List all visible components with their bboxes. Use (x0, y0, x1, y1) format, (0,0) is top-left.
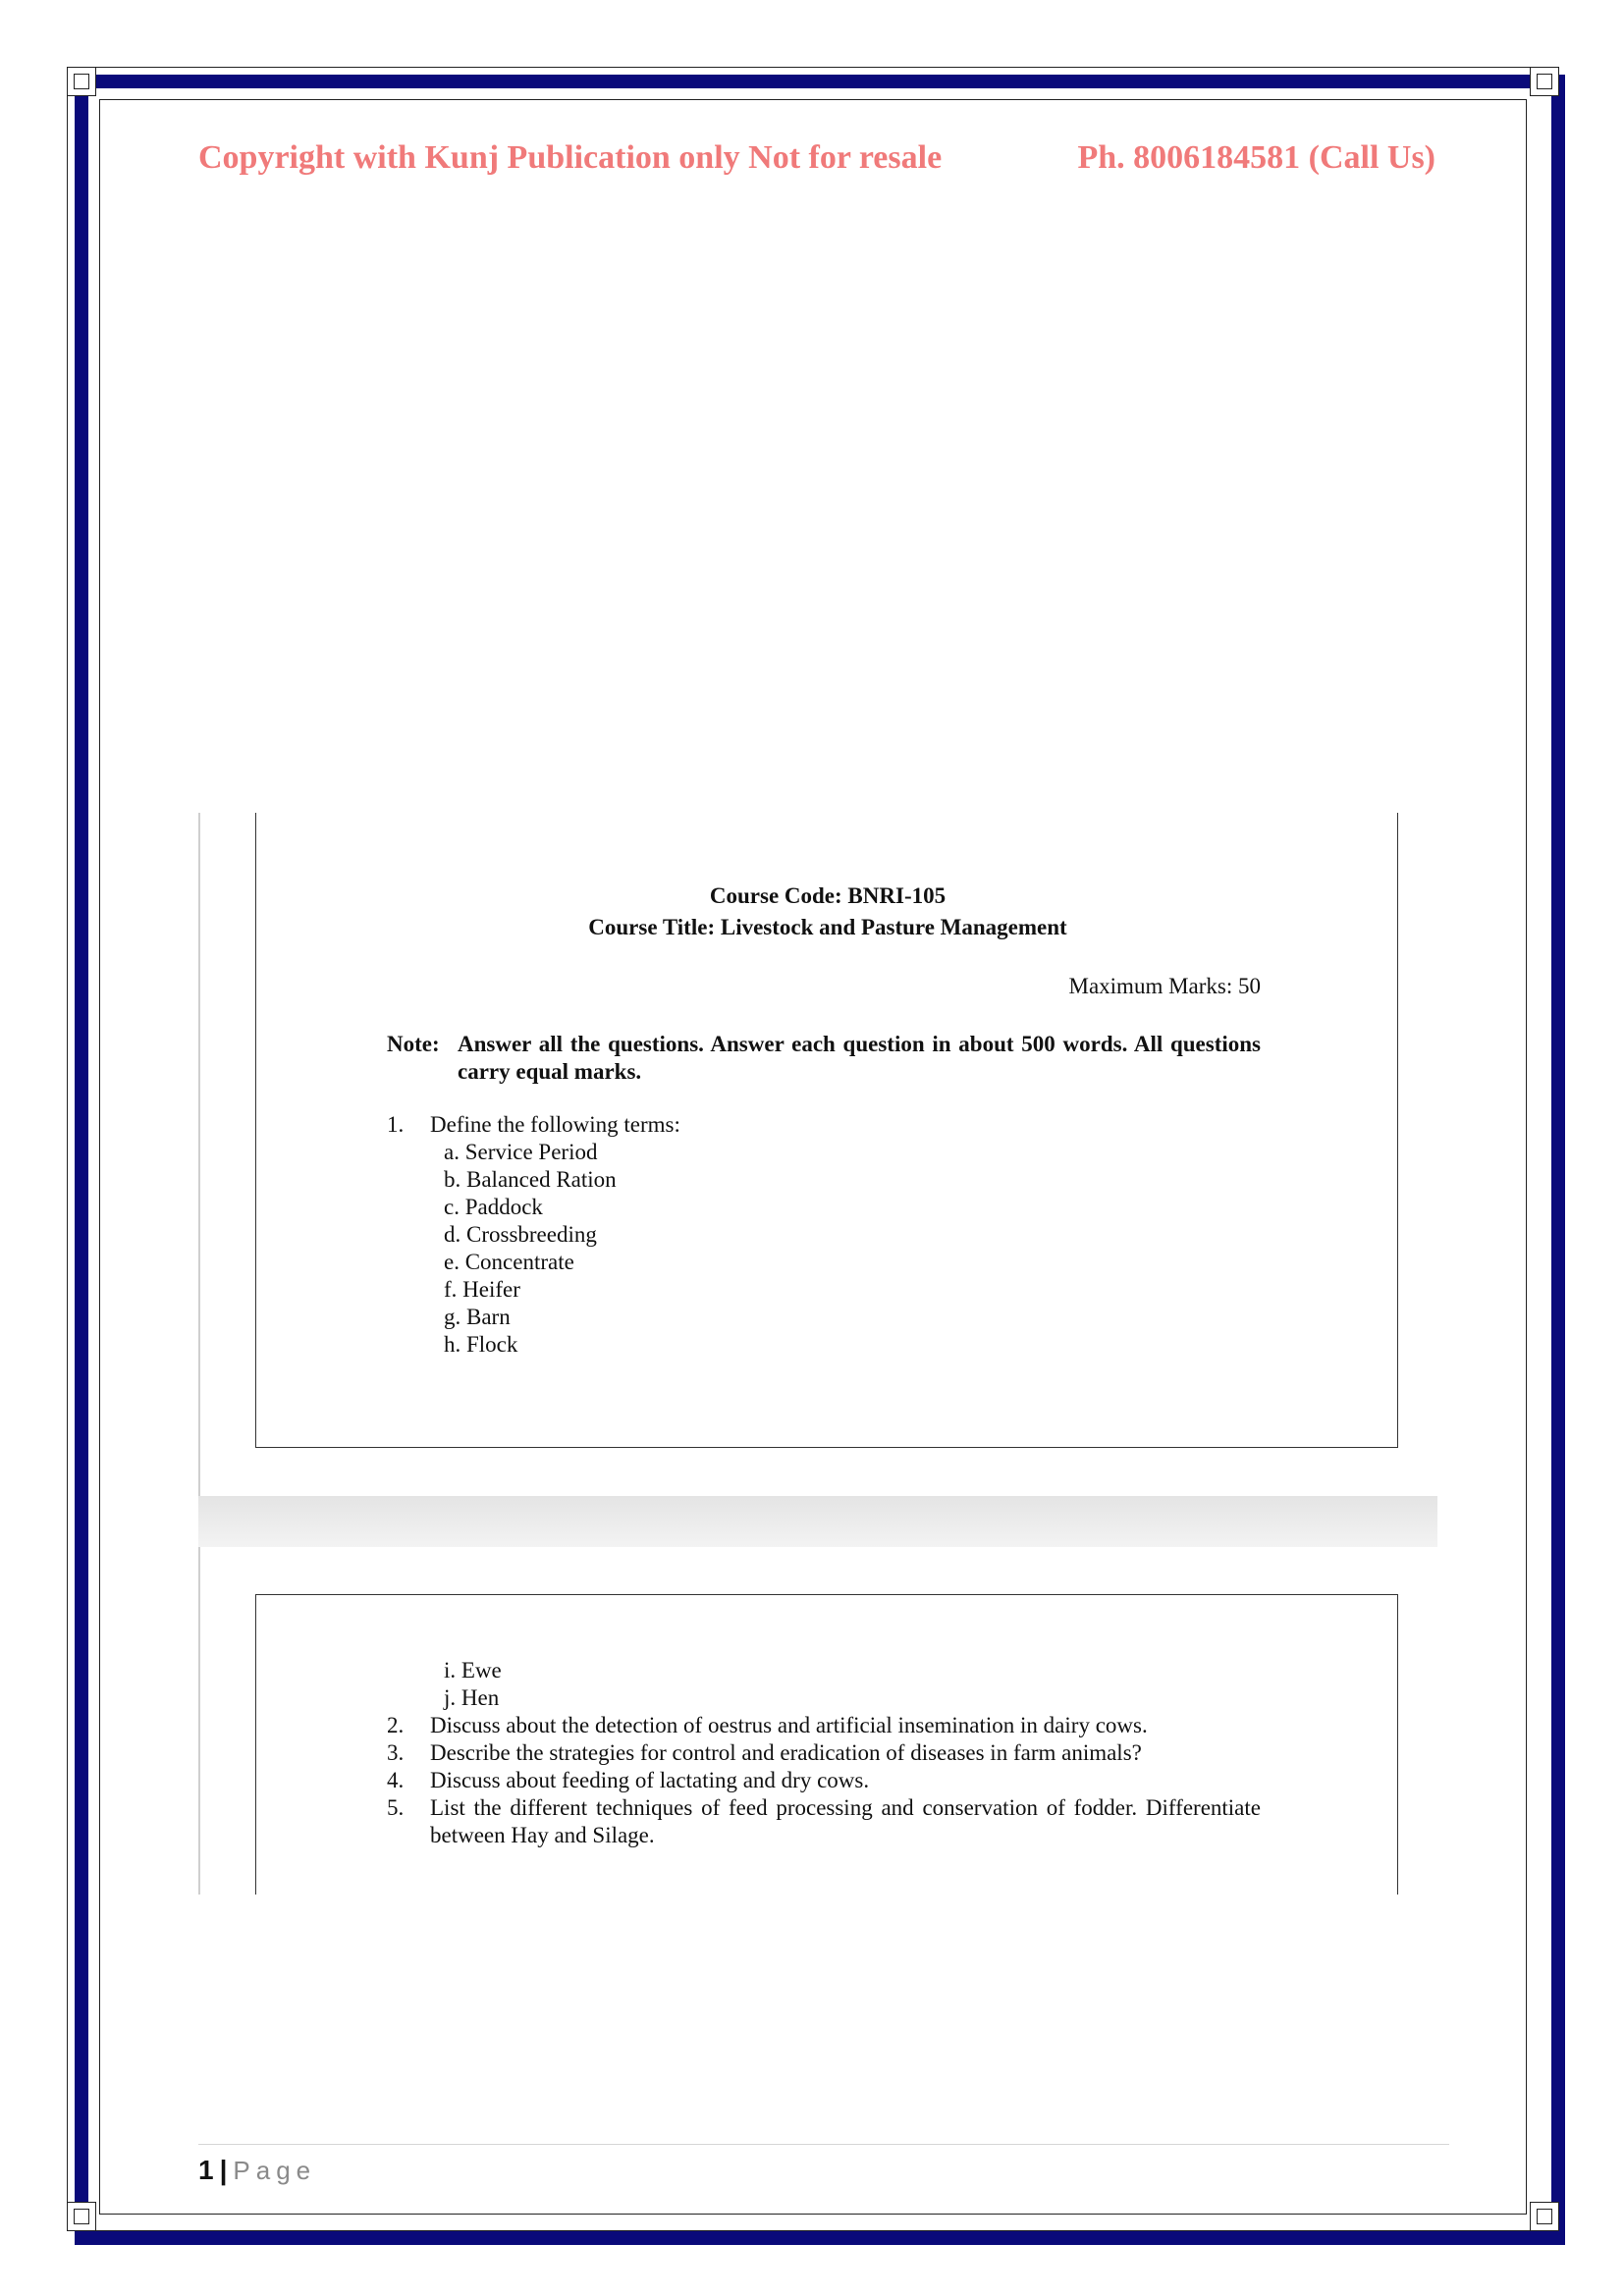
term-item: a. Service Period (444, 1140, 598, 1164)
term-item: h. Flock (444, 1332, 518, 1357)
course-title: Course Title: Livestock and Pasture Management (588, 915, 1067, 939)
note-label: Note: (387, 1032, 440, 1056)
question-item (387, 1794, 1261, 1849)
footer-divider (198, 2144, 1449, 2145)
contact-phone: Ph. 8006184581 (Call Us) (1077, 139, 1435, 176)
page-header (198, 139, 1435, 183)
term-item: c. Paddock (444, 1195, 543, 1219)
scan-page-2 (198, 1547, 1437, 1895)
question-text: Discuss about the detection of oestrus and artificial insemination in dairy cows. (430, 1713, 1148, 1737)
scan-page-1 (198, 813, 1437, 1496)
border-corner-bottom-left (67, 2202, 96, 2231)
page-separator: | (219, 2155, 228, 2185)
page-word: Page (233, 2156, 317, 2185)
page-footer (198, 2155, 316, 2186)
page-number: 1 (198, 2155, 214, 2185)
question-item (387, 1739, 1261, 1767)
note-text: Answer all the questions. Answer each question in about 500 words. All questions carry equal marks. (458, 1032, 1261, 1084)
question-item (387, 1712, 1261, 1739)
border-corner-top-right (1530, 67, 1559, 96)
question-number: 5. (387, 1795, 405, 1820)
question-number: 2. (387, 1713, 405, 1737)
term-item: e. Concentrate (444, 1250, 574, 1274)
instructions-note (387, 1031, 1261, 1086)
term-item: g. Barn (444, 1305, 511, 1329)
term-item: b. Balanced Ration (444, 1167, 617, 1192)
question-item (387, 1767, 1261, 1794)
maximum-marks: Maximum Marks: 50 (1068, 974, 1261, 998)
course-code: Course Code: BNRI-105 (709, 883, 947, 908)
term-item: d. Crossbreeding (444, 1222, 597, 1247)
question-text: Discuss about feeding of lactating and dry cows. (430, 1768, 870, 1792)
copyright-notice: Copyright with Kunj Publication only Not for resale (198, 139, 943, 176)
scan-page-gap (198, 1496, 1437, 1547)
question-text: List the different techniques of feed processing and conservation of fodder. Differentiate between Hay and Silage. (430, 1795, 1261, 1847)
term-item: i. Ewe (444, 1658, 502, 1682)
question-list-part-2 (387, 1657, 1261, 1849)
border-corner-bottom-right (1530, 2202, 1559, 2231)
term-item: f. Heifer (444, 1277, 520, 1302)
question-number: 4. (387, 1768, 405, 1792)
question-text: Define the following terms: (430, 1112, 680, 1137)
border-corner-top-left (67, 67, 96, 96)
question-text: Describe the strategies for control and eradication of diseases in farm animals? (430, 1740, 1142, 1765)
question-number: 1. (387, 1112, 405, 1137)
question-paper-scan (198, 813, 1437, 1895)
question-list-part-1 (387, 1111, 1261, 1359)
term-item: j. Hen (444, 1685, 500, 1710)
question-item (387, 1111, 1261, 1139)
question-number: 3. (387, 1740, 405, 1765)
